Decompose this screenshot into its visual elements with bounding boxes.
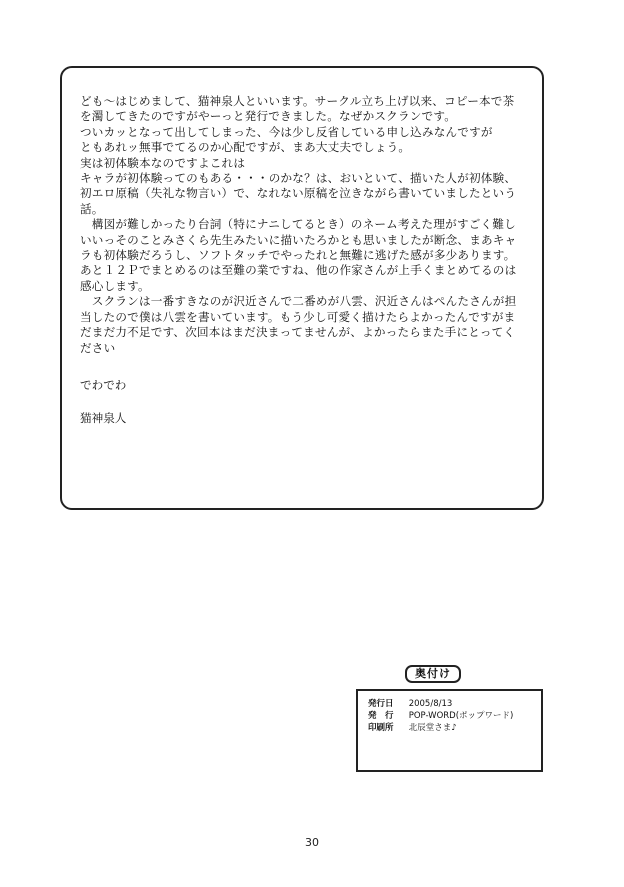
colophon-label: 発 行 [368, 711, 394, 721]
colophon-row-printer [368, 723, 457, 733]
afterword-paragraph: 実は初体験本なのですよこれは [80, 155, 246, 170]
afterword-paragraph: ともあれッ無事でてるのか心配ですが、まあ大丈夫でしょう。 [80, 140, 411, 155]
colophon-row-date [368, 699, 452, 709]
afterword-paragraph: ども～はじめまして、猫神泉人といいます。サークル立ち上げ以来、コピー本で茶を濁してきたのですがやーっと発行できました。なぜかスクランです。 [80, 94, 515, 124]
afterword-paragraph: キャラが初体験ってのもある・・・のかな？は、おいといて、描いた人が初体験、初エロ原稿（失礼な物言い）で、なれない原稿を泣きながら書いていましたという話。 [80, 171, 517, 216]
colophon-value: 北辰堂さま♪ [408, 723, 457, 733]
sign-off: でわでわ [80, 377, 127, 392]
colophon-value: POP-WORD(ポップワード) [408, 711, 514, 721]
afterword-paragraph: 構図が難しかったり台詞（特にナニしてるとき）のネーム考えた理がすごく難しいいっそのことみさくら先生みたいに描いたろかとも思いましたが断念、まあキャラも初体験だろうし、ソフトタッチでやったれと無難に逃げた感が多少あります。 [80, 217, 517, 263]
colophon-label: 発行日 [368, 699, 394, 709]
afterword-paragraph: あと１２Ｐでまとめるのは至難の業ですね、他の作家さんが上手くまとめてるのは感心します。 [80, 263, 517, 293]
afterword-paragraph: ついカッとなって出してしまった、今は少し反省している申し込みなんですが [80, 124, 493, 139]
author-signature: 猫神泉人 [80, 411, 127, 426]
afterword-box [60, 66, 544, 510]
colophon-label: 印刷所 [368, 723, 394, 733]
afterword-paragraph: スクランは一番すきなのが沢近さんで二番めが八雲、沢近さんはぺんたさんが担当したので僕は八雲を書いています。もう少し可愛く描けたらよかったんですがまだまだ力不足です、次回本はまだ決まってませんが、よかったらまた手にとってください [80, 294, 517, 355]
colophon-value: 2005/8/13 [408, 699, 453, 709]
colophon-row-publisher [368, 711, 513, 721]
page-number: 30 [305, 836, 319, 849]
colophon-box [356, 689, 543, 772]
colophon-title: 奥付け [405, 665, 461, 683]
